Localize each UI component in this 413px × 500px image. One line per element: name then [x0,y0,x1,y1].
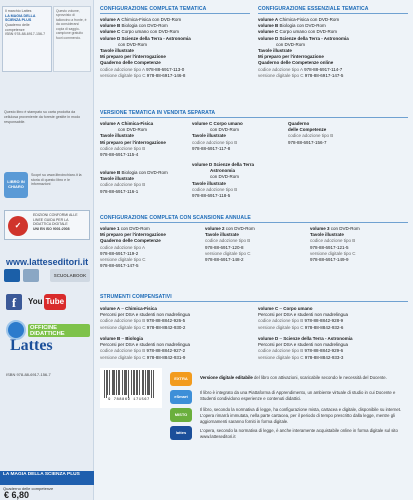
officine-title: OFFICINE DIDATTICHE [28,324,90,337]
code-line: codice adozione tipo A 978-88-6917-114-7 [258,66,343,72]
extrabook-icon: EXTRA [170,372,194,388]
sample-notice: Questo volume, sprovvisto di talloncino a fronte, è da considerarsi copia di saggio-campione gratuito fuori commercio. [53,6,91,72]
list-item: volume B Biologia con DVD-Rom [100,23,168,29]
barcode-bar [124,370,125,395]
barcode-bar [126,370,127,395]
barcode-bar [106,370,107,398]
feature-platform: Il libro è integrato da una Piattaforma di Apprendimento, un ambiente virtuale di studio in cui Docente e Studenti condividono esperienze e contenuti didattici. [200,390,396,401]
list-item: Quaderno delle Competenze online [258,60,334,66]
libro-in-chiaro-icon: LIBRO IN CHIARO [4,172,28,198]
facebook-icon[interactable]: f [6,294,22,310]
list-item: con DVD-Rom [276,41,306,47]
section-completa-title: CONFIGURAZIONE COMPLETA TEMATICA [100,6,207,12]
barcode-number: 9 788869 171567 [108,398,150,402]
section-essenziale-title: CONFIGURAZIONE ESSENZIALE TEMATICA [258,6,369,12]
barcode-bar [122,370,123,395]
list-item: Mi preparo per l'interrogazione [258,54,324,60]
barcode-bar [137,370,138,395]
barcode-bar [128,370,129,398]
section-versione-title: VERSIONE TEMATICA IN VENDITA SEPARATA [100,110,216,116]
list-item: volume C Corpo umano con DVD-Rom [258,29,338,35]
annuale-v3: volume 3 con DVD-Rom Tavole illustrate codice adozione tipo B 978-88-6917-121-5 versione digitale tipo C 978-88-6917-149-9 [310,226,360,263]
barcode-bar [109,370,110,395]
barcode-bars [104,370,154,398]
section-strumenti-title: STRUMENTI COMPENSATIVI [100,294,172,300]
isbn-text: ISBN 978-88-6917-156-7 [6,372,51,377]
list-item: volume D Scienze della Terra - Astronomia [258,35,349,41]
barcode-bar [153,370,154,398]
section-rule [100,117,408,118]
section-rule [258,13,408,14]
license-text: EDIZIONI CONFORMI ALLE LINEE GUIDA PER LA DIDATTICA DIGITALE [33,213,78,227]
barcode-bar [147,370,148,395]
libro-in-chiaro-text: Scopri su www.libroinchiaro.it la storia di questo libro e le informazioni [31,173,82,187]
versione-quaderno: Quaderno delle Competenze codice adozione tipo B 978-88-6917-156-7 [288,121,334,145]
barcode-bar [104,370,105,398]
youtube-tube: Tube [44,294,67,310]
certification-icon: ✓ [8,216,28,236]
spine-subtitle: Quaderno delle competenze [5,23,30,32]
code-line: versione digitale tipo C 978-88-6917-147-5 [258,72,344,78]
barcode-bar [143,370,144,395]
versione-c: volume C Corpo umano con DVD-Rom Tavole illustrate codice adozione tipo B 978-88-6917-117-8 [192,121,243,151]
barcode-bar [116,370,117,395]
misto-icon: MISTO [170,408,194,424]
barcode-bar [131,370,132,395]
list-item: Quaderno delle Competenze [100,60,161,66]
barcode [100,368,162,408]
strumenti-a: volume A – Chimica-Fisica Percorsi per DSA e studenti non madrelingua codice adozione tipo B 978-88-8842-926-5 versione digitale tipo C 978-88-8842-930-2 [100,306,191,330]
spine-title: LA MAGIA DELLA SCIENZA PLUS [5,13,36,23]
list-item: Tavole illustrate [258,48,292,54]
versione-a: volume A Chimica-Fisica con DVD-Rom Tavole illustrate Mi preparo per l'interrogazione codice adozione tipo B 978-88-6917-115-4 [100,121,166,158]
paper-notice: Questo libro è stampato su carta prodotta da cellulosa proveniente da foreste gestite in modo responsabile. [4,110,81,124]
barcode-bar [142,370,143,395]
barcode-bar [114,370,115,395]
completa-block [100,17,250,79]
code-line: codice adozione tipo A 978-88-6917-113-0 [100,66,185,72]
youtube-you: You [28,297,43,306]
essenziale-block [258,17,410,79]
strumenti-b: volume B – Biologia Percorsi per DSA e studenti non madrelingua codice adozione tipo B 978-88-8842-927-2 versione digitale tipo C 978-88-8842-931-9 [100,336,191,360]
barcode-bar [107,370,108,395]
list-item: volume A Chimica-Fisica con DVD-Rom [100,17,182,22]
youtube-icon[interactable] [28,294,68,310]
spine-isbn: ISBN 978-88-6917-156-7 [5,32,46,37]
barcode-bar [133,370,134,395]
section-rule [100,301,408,302]
barcode-bar [134,370,135,395]
code-line: versione digitale tipo C 978-88-6917-146-8 [100,72,186,78]
barcode-bar [112,370,113,395]
license-sub: UNI EN ISO 9001:2008 [33,226,70,231]
barcode-bar [149,370,150,395]
spine-line: Il marchio Lattes [5,9,32,13]
feature-extrabook: Versione digitale editabile del libro con attivazioni, scaricabile secondo le necessità del Docente. [200,375,387,380]
barcode-bar [125,370,126,395]
lattes-digital-icon: lattes [170,426,194,442]
lattes-logo: Lattes [10,337,53,354]
barcode-bar [113,370,114,395]
website-link[interactable]: www.latteseditori.it [6,257,89,267]
spine-label [2,6,52,72]
section-rule [100,222,408,223]
barcode-bar [151,370,152,398]
book-subtitle: Quaderno delle competenze [3,486,54,491]
price: € 6,80 [4,490,30,500]
square-grey-icon [23,269,39,282]
annuale-v2: volume 2 con DVD-Rom Tavole illustrate codice adozione tipo B 978-88-6917-120-8 versione digitale tipo C 978-88-6917-148-2 [205,226,255,263]
feature-online: L'opera, secondo la normativa di legge, è anche interamente acquistabile online in forma digitale sul sito www.latteseditori.it [200,428,398,439]
left-column [0,0,94,500]
list-item: volume C Corpo umano con DVD-Rom [100,29,180,35]
book-title: LA MAGIA DELLA SCIENZA PLUS [3,472,80,477]
barcode-bar [119,370,120,395]
barcode-bar [136,370,137,395]
libro-in-chiaro[interactable] [4,172,90,202]
list-item: volume D Scienze della Terra - Astronomia [100,35,191,41]
esmart-icon: eSmart [170,390,194,406]
strumenti-d: volume D – Scienze della Terra - Astronomia Percorsi per DSA e studenti non madrelingua codice adozione tipo B 978-88-8842-929-6 versione digitale tipo C 978-88-8842-933-3 [258,336,353,360]
barcode-bar [118,370,119,395]
feature-mixed: Il libro, secondo la normativa di legge, ha configurazione mista, cartacea e digitale, disponibile su internet. L'opera rimarrà immutata, nella parte cartacea, per il periodo di tempo prescritto dalla legge, mentre gli aggiornamenti saranno forniti in forma digitale. [200,407,402,424]
versione-b: volume B Biologia con DVD-Rom Tavole illustrate codice adozione tipo B 978-88-6917-116-1 [100,170,168,194]
title-strip [0,471,94,485]
barcode-bar [145,370,146,395]
barcode-bar [139,370,140,395]
strumenti-c: volume C – Corpo umano Percorsi per DSA e studenti non madrelingua codice adozione tipo B 978-88-8842-928-9 versione digitale tipo C 978-88-8842-932-6 [258,306,349,330]
license-box [4,210,90,240]
scuolabook-logo[interactable]: SCUOLABOOK [50,269,90,282]
square-blue-icon [4,269,20,282]
barcode-bar [148,370,149,395]
versione-d: volume D Scienze della Terra Astronomia con DVD-Rom Tavole illustrate codice adozione tipo B 978-88-6917-118-5 [192,162,254,199]
section-annuale-title: CONFIGURAZIONE COMPLETA CON SCANSIONE ANNUALE [100,215,251,221]
list-item: Tavole illustrate [100,48,134,54]
annuale-v1: volume 1 con DVD-Rom Mi preparo per l'interrogazione Quaderno delle Competenze codice adozione tipo A 978-88-6917-119-2 versione digitale tipo C 978-88-6917-147-5 [100,226,166,269]
section-rule [100,13,250,14]
list-item: volume A Chimica-Fisica con DVD-Rom [258,17,340,22]
list-item: con DVD-Rom [118,41,148,47]
list-item: Mi preparo per l'interrogazione [100,54,166,60]
list-item: volume B Biologia con DVD-Rom [258,23,326,29]
